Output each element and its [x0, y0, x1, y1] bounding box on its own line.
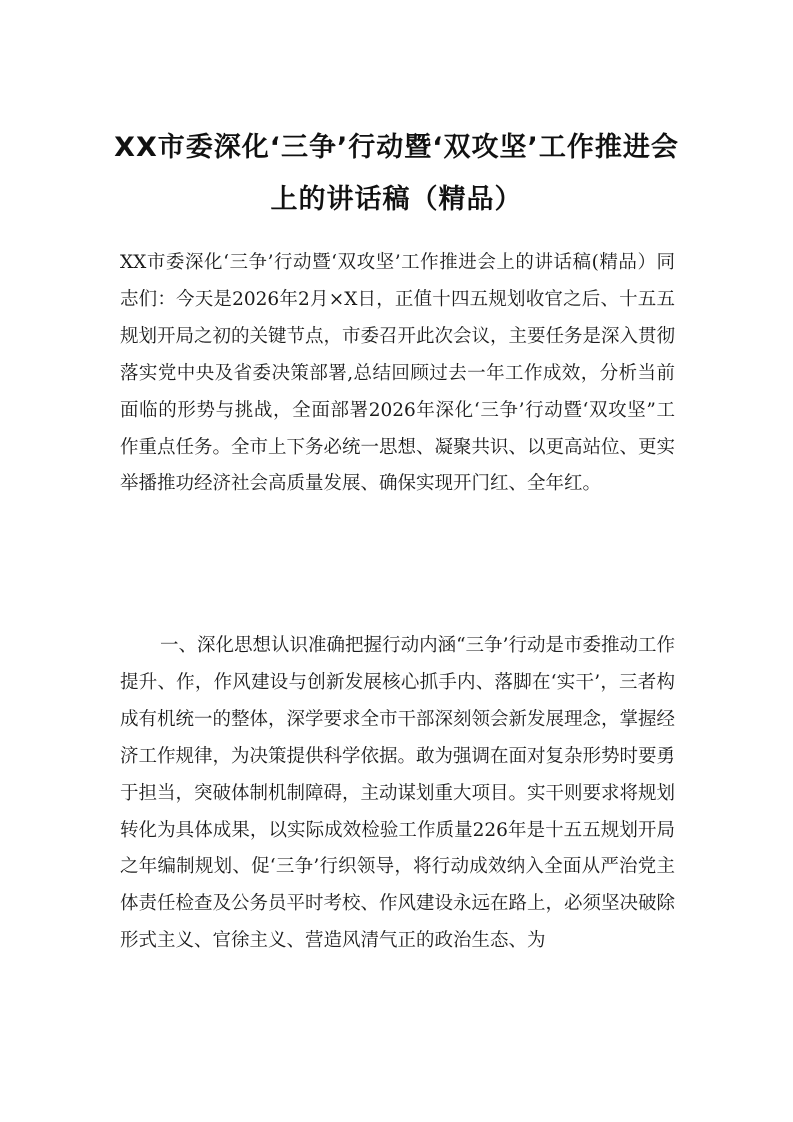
section-one-paragraph: 一、深化思想认识准确把握行动内涵“三争’行动是市委推动工作提升、作，作风建设与创新发展核心抓手内、落脚在‘实干’，三者构成有机统一的整体，深学要求全市干部深刻领会新发展理念，掌握经济工作规律，为决策提供科学依据。敢为强调在面对复杂形势时要勇于担当，突破体制机制障碍，主动谋划重大项目。实干则要求将规划转化为具体成果，以实际成效检验工作质量226年是十五五规划开局之年编制规划、促‘三争’行织领导，将行动成效纳入全面从严治党主体责任检查及公务员平时考校、作风建设永远在路上，必须坚决破除形式主义、官徐主义、营造风清气正的政治生态、为	[120, 635, 676, 952]
document-title: XX市委深化‘三争’行动暨‘双攻坚’工作推进会上的讲话稿（精品）	[114, 132, 679, 215]
intro-paragraph: XX市委深化‘三争’行动暨‘双攻坚’工作推进会上的讲话稿(精品）同志们：今天是2026年2月×X日，正值十四五规划收官之后、十五五规划开局之初的关键节点，市委召开此次会议，主要任务是深入贯彻落实党中央及省委决策部署,总结回顾过去一年工作成效，分析当前面临的形势与挑战，全面部署2026年深化‘三争’行动暨‘双攻坚”工作重点任务。全市上下务必统一思想、凝聚共识、以更高站位、更实举播推功经济社会高质量发展、确保实现开门红、全年红。	[120, 252, 676, 495]
